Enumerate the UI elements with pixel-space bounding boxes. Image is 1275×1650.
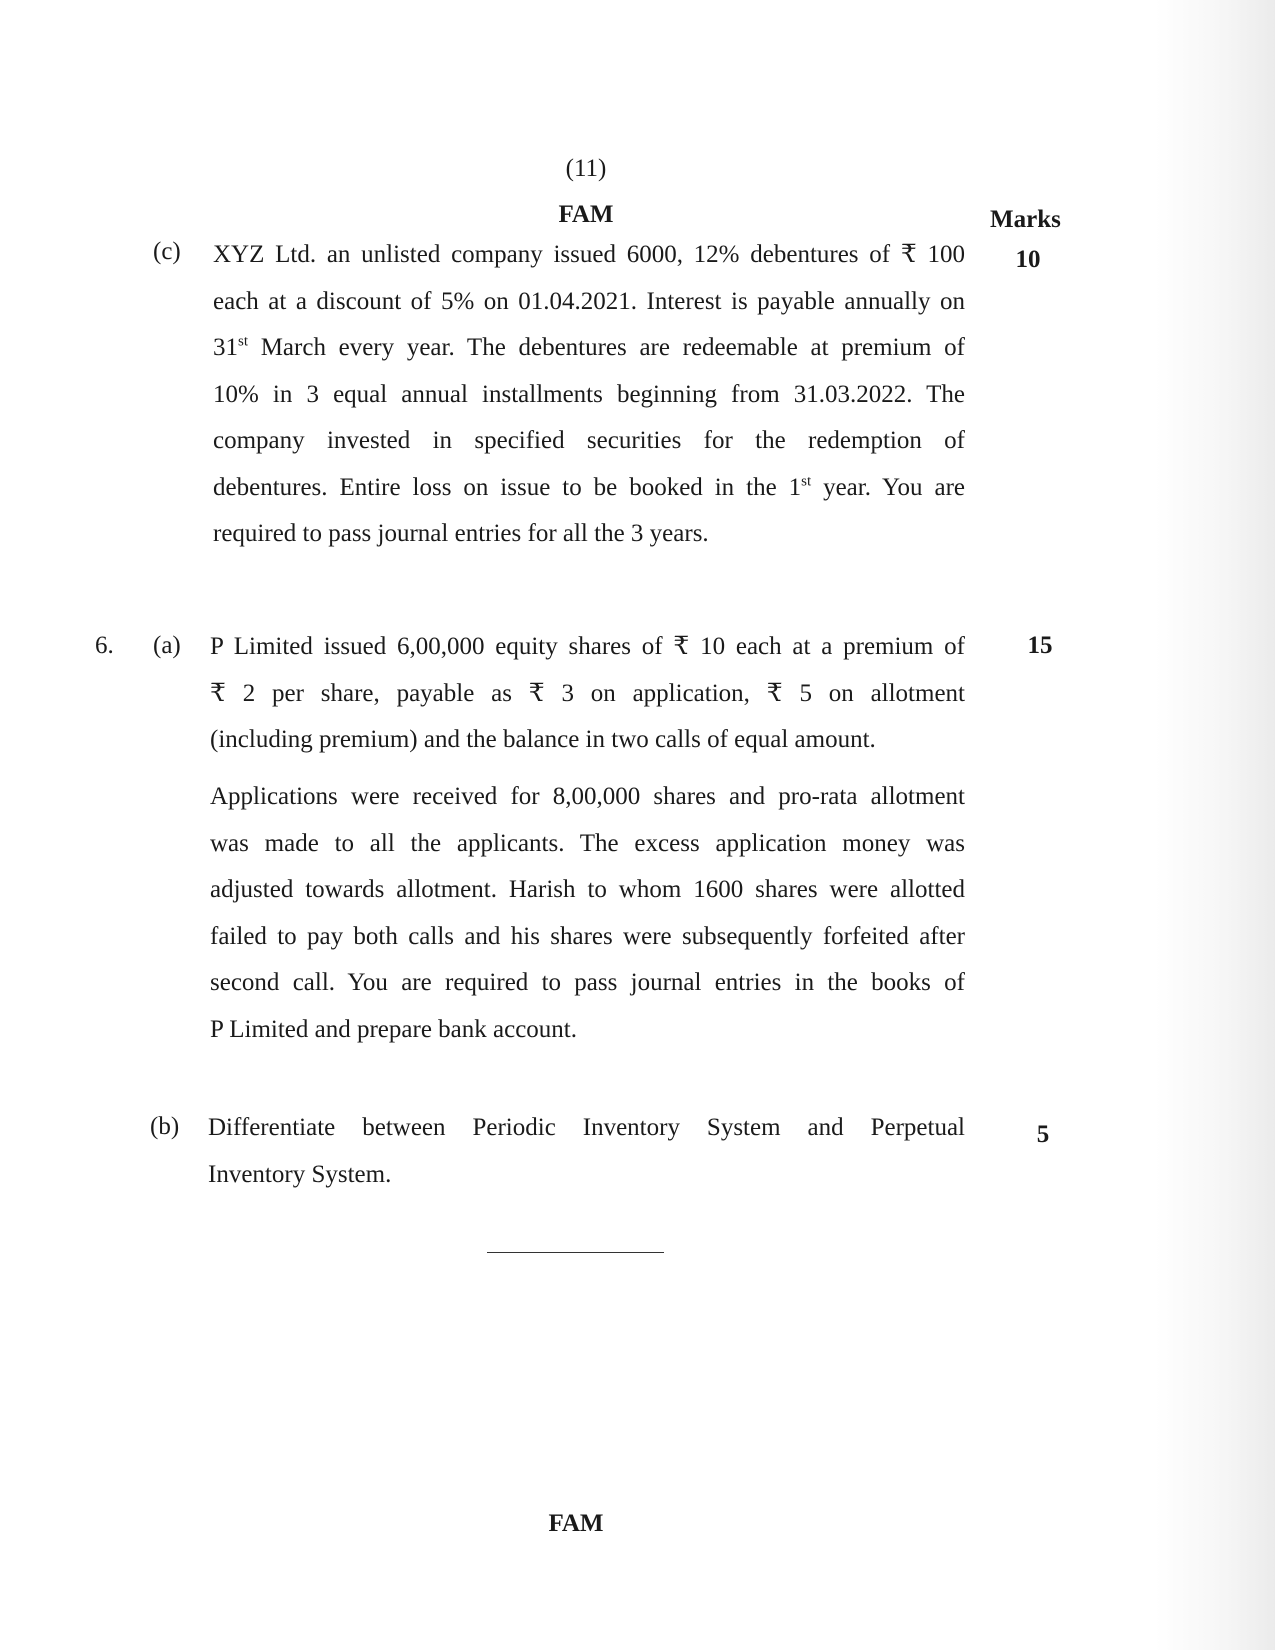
question-6a-text-part1 <box>210 624 965 764</box>
question-6a-label: (a) <box>153 632 181 659</box>
question-5c-line: XYZ Ltd. an unlisted company issued 6000, 12% debentures of ₹ 100 <box>213 241 965 268</box>
question-6a-line: was made to all the applicants. The excess application money was <box>210 829 965 857</box>
question-6-number: 6. <box>95 632 114 659</box>
question-6a-line: second call. You are required to pass journal entries in the books of <box>210 969 965 996</box>
question-5c-line: debentures. Entire loss on issue to be booked in the 1st year. You are <box>213 473 966 501</box>
question-5c-line: company invested in specified securities for the redemption of <box>213 427 965 454</box>
question-5c-label: (c) <box>153 238 181 265</box>
question-6a-line: P Limited and prepare bank account. <box>210 1015 577 1043</box>
question-6b-line: Inventory System. <box>208 1160 392 1188</box>
question-6a-line: (including premium) and the balance in two calls of equal amount. <box>210 726 876 753</box>
question-6a-line: failed to pay both calls and his shares were subsequently forfeited after <box>210 922 965 950</box>
question-5c-line: each at a discount of 5% on 01.04.2021. Interest is payable annually on <box>213 287 965 315</box>
question-6a-line: ₹ 2 per share, payable as ₹ 3 on application, ₹ 5 on allotment <box>210 679 965 707</box>
question-5c-line: 31st March every year. The debentures are redeemable at premium of <box>213 333 965 361</box>
question-6a-line: P Limited issued 6,00,000 equity shares of ₹ 10 each at a premium of <box>210 633 965 660</box>
footer-subject: FAM <box>548 1510 604 1537</box>
question-6a-line: Applications were received for 8,00,000 shares and pro-rata allotment <box>210 783 965 810</box>
question-5c-line: 10% in 3 equal annual installments beginning from 31.03.2022. The <box>213 380 965 408</box>
question-6b-label: (b) <box>150 1113 180 1140</box>
question-5c-text <box>213 232 965 558</box>
question-5c-line: required to pass journal entries for all the 3 years. <box>213 520 709 547</box>
subject-header: FAM <box>558 201 614 228</box>
scan-edge-shadow <box>1155 0 1275 1650</box>
question-6b-text <box>208 1105 965 1198</box>
question-6a-text-part2 <box>210 774 965 1053</box>
end-divider <box>487 1252 664 1253</box>
question-6b-marks: 5 <box>1036 1121 1050 1148</box>
question-5c-marks: 10 <box>1015 246 1041 273</box>
question-6b-line: Differentiate between Periodic Inventory System and Perpetual <box>208 1114 965 1141</box>
page-number: (11) <box>565 155 607 182</box>
question-6a-line: adjusted towards allotment. Harish to whom 1600 shares were allotted <box>210 876 965 903</box>
marks-column-header: Marks <box>990 206 1061 233</box>
question-6a-marks: 15 <box>1027 632 1053 659</box>
